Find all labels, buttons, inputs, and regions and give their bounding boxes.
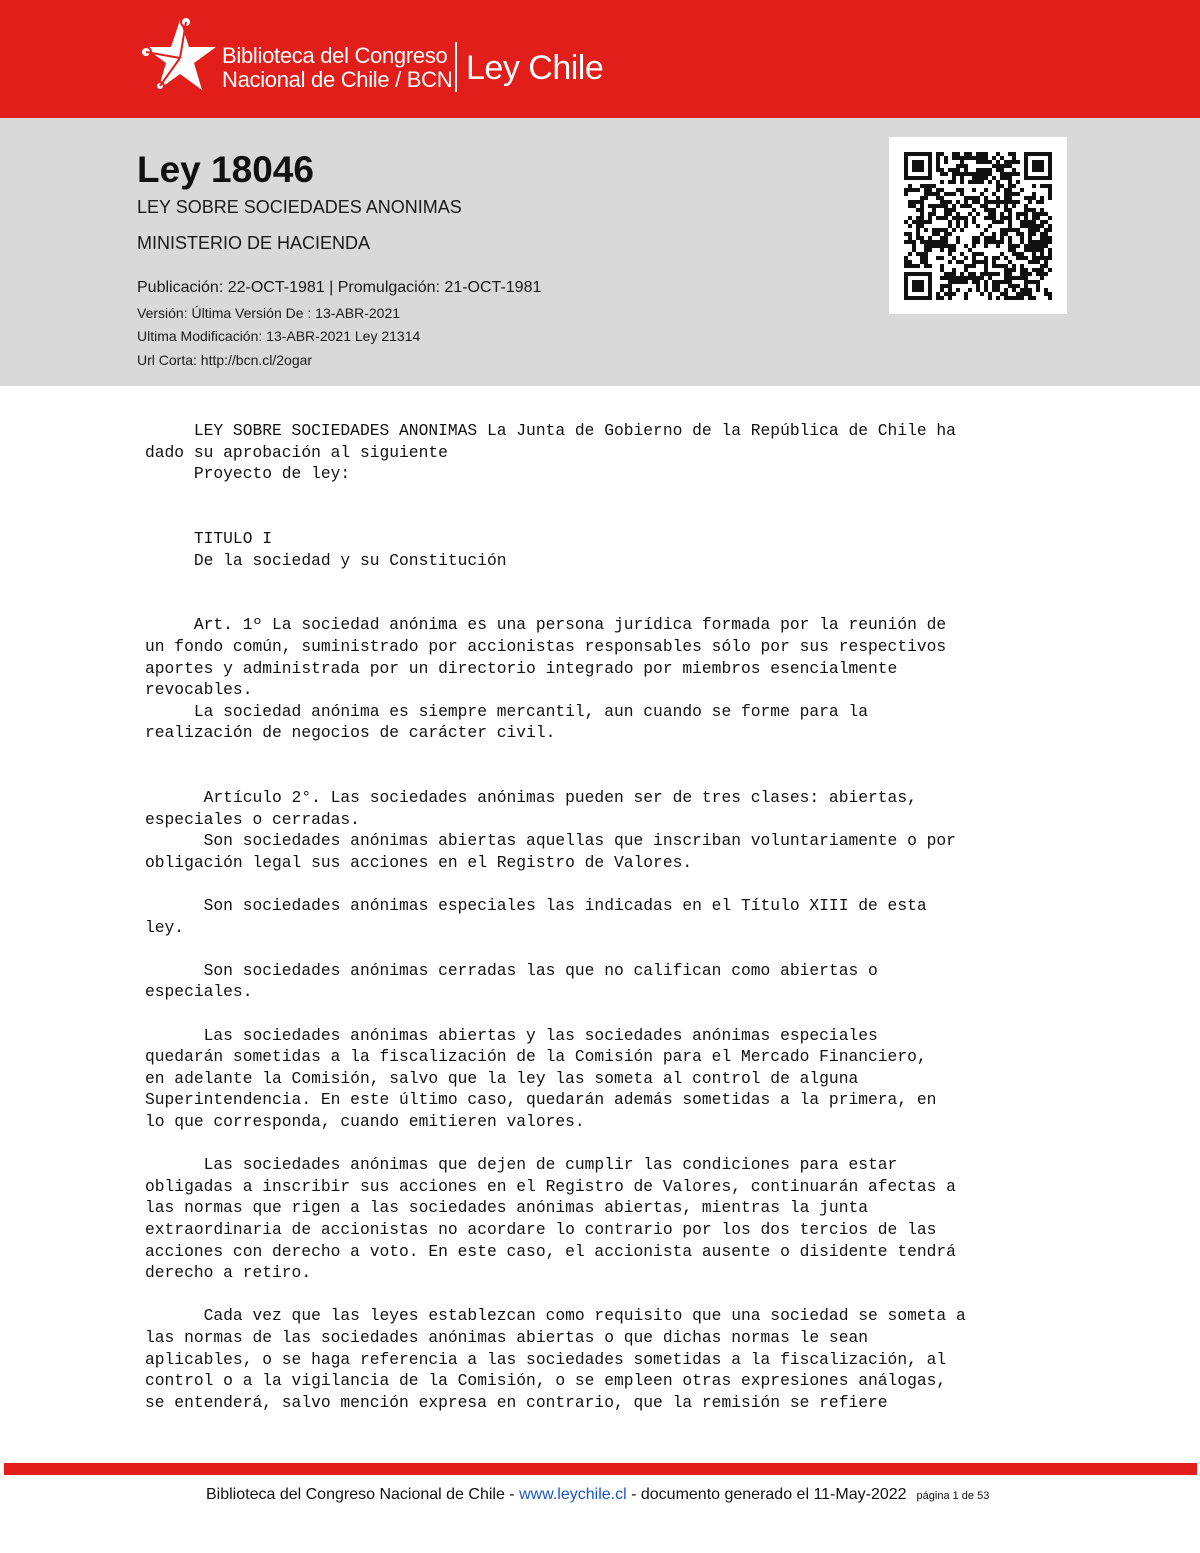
last-modification: Ultima Modificación: 13-ABR-2021 Ley 21314 <box>137 328 421 344</box>
page-number: página 1 de 53 <box>916 1490 990 1502</box>
logo-org-line2: Nacional de Chile / BCN <box>222 67 453 92</box>
short-url: Url Corta: http://bcn.cl/2ogar <box>137 352 313 368</box>
law-title: Ley 18046 <box>137 149 314 190</box>
footer-link[interactable]: www.leychile.cl <box>519 1486 627 1503</box>
qr-code <box>889 137 1067 314</box>
law-name: LEY SOBRE SOCIEDADES ANONIMAS <box>137 197 462 217</box>
footer-rule <box>4 1463 1197 1475</box>
publication-info: Publicación: 22-OCT-1981 | Promulgación: 21-OCT-1981 <box>137 279 542 296</box>
footer-prefix: Biblioteca del Congreso Nacional de Chile - <box>206 1486 520 1503</box>
version-info: Versión: Última Versión De : 13-ABR-2021 <box>137 305 401 321</box>
ministry: MINISTERIO DE HACIENDA <box>137 233 371 253</box>
footer-suffix: - documento generado el 11-May-2022 <box>626 1486 907 1503</box>
logo-org-line1: Biblioteca del Congreso <box>222 43 448 68</box>
logo-brand: Ley Chile <box>466 49 604 87</box>
document-body: LEY SOBRE SOCIEDADES ANONIMAS La Junta de Gobierno de la República de Chile ha dado su aprobación al siguiente Proyecto de ley: TITULO I De la sociedad y su Constitución Art. 1º La sociedad anónima es una persona jurídica formada por la reunión de un fondo común, suministrado por accionistas responsables sólo por sus respectivos aportes y administrada por un directorio integrado por miembros esencialmente revocables. La sociedad anónima es siempre mercantil, aun cuando se forme para la realización de negocios de carácter civil. Artículo 2°. Las sociedades anónimas pueden ser de tres clases: abiertas, especiales o cerradas. Son sociedades anónimas abiertas aquellas que inscriban voluntariamente o por obligación legal sus acciones en el Registro de Valores. Son sociedades anónimas especiales las indicadas en el Título XIII de esta ley. Son sociedades anónimas cerradas las que no califican como abiertas o especiales. Las sociedades anónimas abiertas y las sociedades anónimas especiales quedarán sometidas a la fiscalización de la Comisión para el Mercado Financiero, en adelante la Comisión, salvo que la ley las someta al control de alguna Superintendencia. En este último caso, quedarán además sometidas a la primera, en lo que corresponda, cuando emitieren valores. Las sociedades anónimas que dejen de cumplir las condiciones para estar obligadas a inscribir sus acciones en el Registro de Valores, continuarán afectas a las normas que rigen a las sociedades anónimas abiertas, mientras la junta extraordinaria de accionistas no acordare lo contrario por los dos tercios de las acciones con derecho a voto. En este caso, el accionista ausente o disidente tendrá derecho a retiro. Cada vez que las leyes establezcan como requisito que una sociedad se someta a las normas de las sociedades anónimas abiertas o que dichas normas le sean aplicables, o se haga referencia a las sociedades sometidas a la fiscalización, al control o a la vigilancia de la Comisión, o se empleen otras expresiones análogas, se entenderá, salvo mención expresa en contrario, que la remisión se refiere <box>145 421 966 1412</box>
logo-organization <box>222 44 452 92</box>
header-bar <box>0 0 1200 118</box>
page-footer <box>206 1485 989 1506</box>
bcn-star-logo-icon <box>136 14 218 96</box>
qr-code-icon <box>904 152 1052 300</box>
logo-divider <box>455 42 457 92</box>
